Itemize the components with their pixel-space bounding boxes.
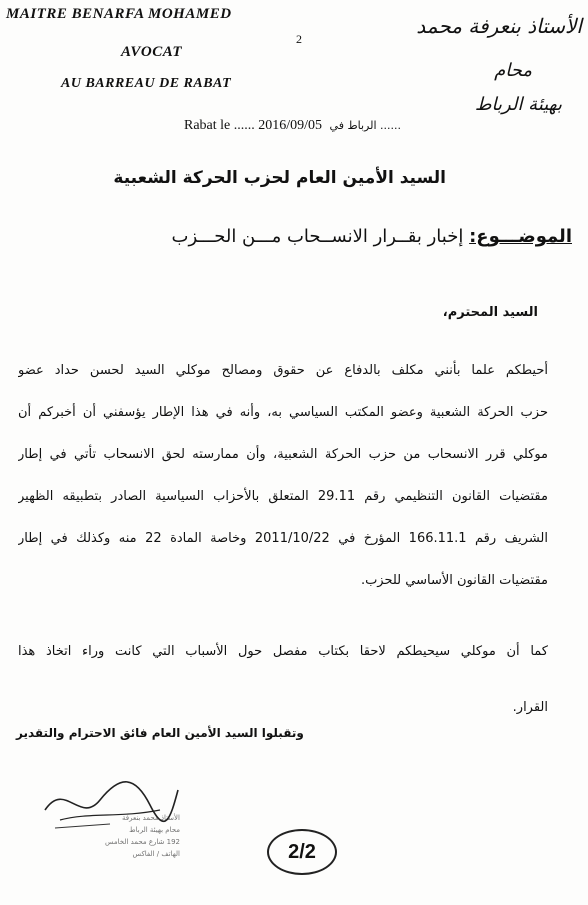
- subject-label: الموضـــوع:: [469, 226, 572, 247]
- page-number: 2: [296, 32, 302, 46]
- subject-text: إخبار بقــرار الانســحاب مـــن الحـــزب: [171, 226, 464, 247]
- page-badge: 2/2: [267, 829, 337, 875]
- body-line: أحيطكم علما بأنني مكلف بالدفاع عن حقوق ومصالح موكلي السيد لحسن حداد عضو: [18, 363, 548, 378]
- stamp-line: محام بهيئة الرباط: [129, 826, 180, 834]
- paragraph2-line: كما أن موكلي سيحيطكم لاحقا بكتاب مفصل حول الأسباب التي كانت وراء اتخاذ هذا: [18, 644, 548, 659]
- lawyer-title-latin: AVOCAT: [121, 44, 183, 60]
- subject-line: [172, 226, 572, 247]
- stamp-line: الهاتف / الفاكس: [132, 850, 180, 858]
- body-line: مقتضيات القانون التنظيمي رقم 29.11 المتعلق بالأحزاب السياسية الصادر بتطبيقه الظهير: [18, 489, 548, 504]
- paragraph2-line: القرار.: [512, 700, 548, 715]
- body-line: الشريف رقم 166.11.1 المؤرخ في 2011/10/22 وخاصة المادة 22 منه وكذلك في إطار: [18, 531, 548, 546]
- date-arabic: الرباط في ......: [329, 119, 402, 132]
- salutation: السيد المحترم،: [442, 305, 538, 320]
- lawyer-name-latin: MAITRE BENARFA MOHAMED: [6, 6, 232, 22]
- body-line: موكلي قرر الانسحاب من حزب الحركة الشعبية، وأن ممارسته لحق الانسحاب تأتي في إطار: [18, 447, 548, 462]
- second-paragraph: [18, 624, 548, 736]
- body-line: مقتضيات القانون الأساسي للحزب.: [360, 573, 548, 588]
- bar-association-latin: AU BARREAU DE RABAT: [61, 76, 232, 91]
- stamp-line: 192 شارع محمد الخامس: [105, 838, 180, 846]
- lawyer-name-arabic: الأستاذ بنعرفة محمد: [416, 14, 582, 38]
- recipient: السيد الأمين العام لحزب الحركة الشعبية: [113, 168, 446, 188]
- date-line: [184, 118, 401, 134]
- lawyer-title-arabic: محام: [494, 60, 532, 81]
- bar-association-arabic: بهيئة الرباط: [474, 94, 562, 115]
- date-latin: Rabat le ...... 2016/09/05: [184, 118, 323, 133]
- closing-formula: وتقبلوا السيد الأمين العام فائق الاحترام والتقدير: [16, 726, 304, 740]
- body-paragraph: [18, 350, 548, 602]
- stamp-line: الأستاذ محمد بنعرفة: [121, 814, 180, 822]
- signature-icon: [40, 770, 180, 840]
- body-line: حزب الحركة الشعبية وعضو المكتب السياسي به، وأنه في هذا الإطار يؤسفني أن أخبركم أن: [18, 405, 548, 420]
